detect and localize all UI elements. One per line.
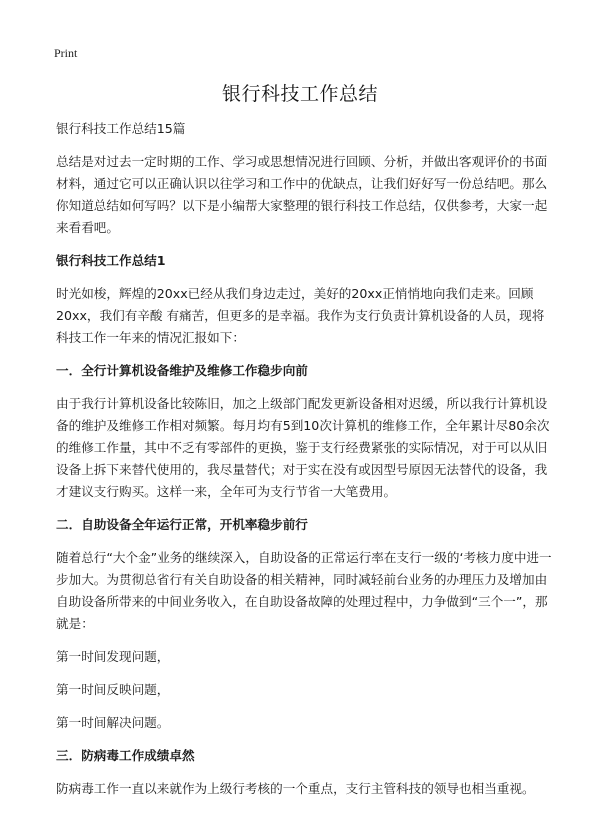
heading-maintenance: 一．全行计算机设备维护及维修工作稳步向前 — [56, 363, 308, 378]
antivirus-paragraph: 防病毒工作一直以来就作为上级行考核的一个重点，支行主管科技的领导也相当重视。 — [56, 781, 535, 796]
intro-paragraph: 总结是对过去一定时期的工作、学习或思想情况进行回顾、分析，并做出客观评价的书面材料，通过它可以正确认识以往学习和工作中的优缺点，让我们好好写一份总结吧。那么你知道总结如何写吗？以下是小编帮大家整理的银行科技工作总结，仅供参考，大家一起来看看吧。 — [56, 154, 548, 235]
list-line-discover: 第一时间发现问题， — [56, 649, 170, 664]
print-link[interactable]: Print — [54, 46, 78, 60]
maintenance-paragraph: 由于我行计算机设备比较陈旧，加之上级部门配发更新设备相对迟缓，所以我行计算机设备的维护及维修工作相对频繁。每月均有5到10次计算机的维修工作，全年累计尽80余次的维修工作量，其中不乏有零部件的更换，鉴于支行经费紧张的实际情况，对于可以从旧设备上拆下来替代使用的，我尽量替代；对于实在没有或因型号原因无法替代的设备，我才建议支行购买。这样一来，全年可为支行节省一大笔费用。 — [56, 396, 550, 499]
self-service-paragraph: 随着总行“大个金”业务的继续深入，自助设备的正常运行率在支行一级的‘考核力度中进一步加大。为贯彻总省行有关自助设备的相关精神，同时减轻前台业务的办理压力及增加由自助设备所带来的中间业务收入，在自助设备故障的处理过程中，力争做到“三个一”，那就是： — [56, 550, 552, 631]
document-body — [56, 118, 552, 811]
heading-antivirus: 三．防病毒工作成绩卓然 — [56, 748, 195, 763]
section-title: 银行科技工作总结1 — [56, 253, 166, 268]
list-line-solve: 第一时间解决问题。 — [56, 715, 170, 730]
document-title: 银行科技工作总结 — [221, 83, 378, 105]
list-line-report: 第一时间反映问题， — [56, 682, 170, 697]
heading-self-service: 二．自助设备全年运行正常，开机率稳步前行 — [56, 517, 308, 532]
document-subtitle: 银行科技工作总结15篇 — [56, 121, 186, 136]
opening-paragraph: 时光如梭，辉煌的20xx已经从我们身边走过，美好的20xx正悄悄地向我们走来。回顾20xx，我们有辛酸 有痛苦，但更多的是幸福。我作为支行负责计算机设备的人员，现将科技工作一年来的情况汇报如下： — [56, 286, 545, 345]
